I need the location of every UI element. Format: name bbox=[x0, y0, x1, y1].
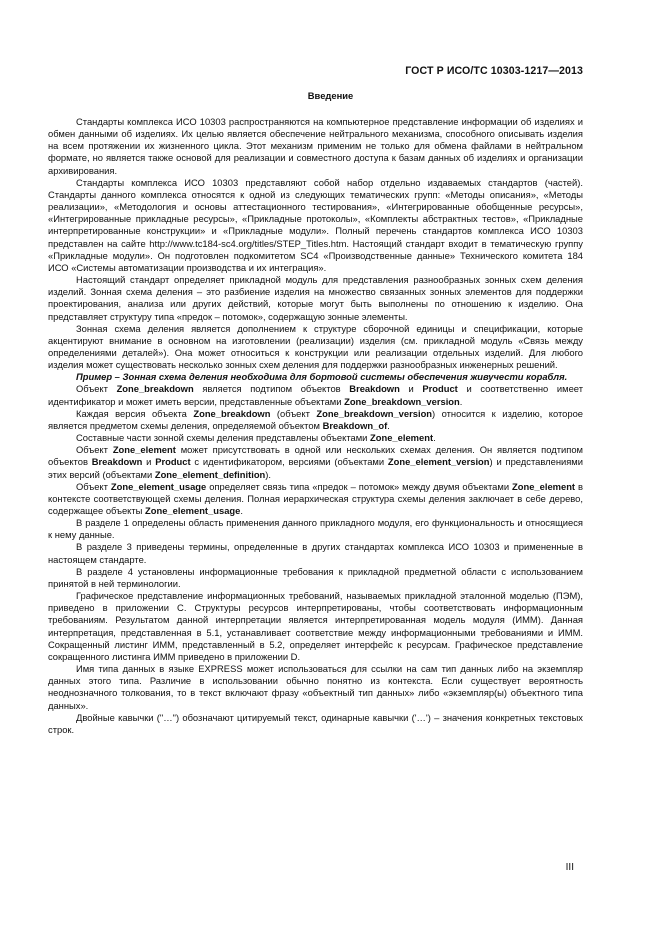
paragraph-2: Стандарты комплекса ИСО 10303 представляют собой набор отдельно издаваемых стандартов (частей). Стандарты данного комплекса относятся к одной из следующих тематических групп: «Методы описания», «Методы реализации», «Методология и основы аттестационного тестирования», «Интегрированные обобщенные ресурсы», «Интегрированные прикладные ресурсы», «Прикладные протоколы», «Комплекты абстрактных тестов», «Прикладные интерпретированные конструкции» и «Прикладные модули». Полный перечень стандартов комплекса ИСО 10303 представлен на сайте http://www.tc184-sc4.org/titles/STEP_Titles.htm. Настоящий стандарт входит в тематическую группу «Прикладные модули». Он подготовлен подкомитетом SC4 «Производственные данные» Технического комитета 184 ИСО «Системы автоматизации производства и их интеграция». bbox=[48, 176, 583, 273]
paragraph-quotes: Двойные кавычки ("…") обозначают цитируемый текст, одинарные кавычки ('…') – значения конкретных текстовых строк. bbox=[48, 711, 583, 735]
paragraph-section-4: В разделе 4 установлены информационные требования к прикладной предметной области с использованием принятой в ней терминологии. bbox=[48, 565, 583, 589]
paragraph-section-1: В разделе 1 определены область применения данного прикладного модуля, его функциональность и относящиеся к нему данные. bbox=[48, 517, 583, 541]
paragraph-4: Зонная схема деления является дополнением к структуре сборочной единицы и спецификации, которые акцентируют внимание в основном на изготовлении (реализации) изделия (см. прикладной модуль «Связь между определениями деталей»). Она может относиться к конструкции или реализации отдельных изделий. Для любого изделия может существовать несколько зонных схем деления для поддержки разнообразных инженерных решений. bbox=[48, 322, 583, 371]
paragraph-zone-breakdown: Объект Zone_breakdown является подтипом объектов Breakdown и Product и соответственно имеет идентификатор и может иметь версии, представленные объектами Zone_breakdown_version. bbox=[48, 383, 584, 407]
paragraph-section-3: В разделе 3 приведены термины, определенные в других стандартах комплекса ИСО 10303 и примененные в настоящем стандарте. bbox=[48, 541, 583, 565]
paragraph-zone-element-usage: Объект Zone_element_usage определяет связь типа «предок – потомок» между двумя объектами Zone_element в контексте соответствующей схемы деления. Полная иерархическая структура схемы деления заключает в себе дерево, содержащее объекты Zone_element_usage. bbox=[48, 480, 583, 516]
example-paragraph: Пример – Зонная схема деления необходима для бортовой системы обеспечения живучести корабля. bbox=[76, 371, 568, 383]
paragraph-3: Настоящий стандарт определяет прикладной модуль для представления разнообразных зонных схем деления изделий. Зонная схема деления – это разбиение изделия на множество связанных зонных элементов для поддержки проектирования, анализа или других действий, которые могут быть выполнены по отношению к изделию. Она представляет структуру типа «предок – потомок», содержащую зонные элементы. bbox=[48, 274, 583, 322]
paragraph-graphic-representation: Графическое представление информационных требований, называемых прикладной эталонной моделью (ПЭМ), приведено в приложении С. Структуры ресурсов интерпретированы, чтобы соответствовать информационным требованиям. Результатом данной интерпретации является интерпретированная модель модуля (ИММ). Данная интерпретация, представленная в 5.1, устанавливает соответствие между информационными требованиями и ИММ. Сокращенный листинг ИММ, представленный в 5.2, определяет интерфейс к ресурсам. Графическое представление сокращенного листинга ИММ приведено в приложении D. bbox=[48, 590, 583, 662]
section-title: Введение bbox=[307, 90, 354, 101]
paragraph-components: Составные части зонной схемы деления представлены объектами Zone_element. bbox=[76, 432, 436, 444]
paragraph-express-types: Имя типа данных в языке EXPRESS может использоваться для ссылки на сам тип данных либо на экземпляр данных этого типа. Различие в использовании обычно понятно из контекста. Если существует вероятность неоднозначного толкования, то в текст включают фразу «объектный тип данных» либо «экземпляр(ы) объектного типа данных». bbox=[48, 663, 583, 711]
paragraph-1: Стандарты комплекса ИСО 10303 распространяются на компьютерное представление информации об изделиях и обмен данными об изделиях. Их целью является обеспечение нейтрального механизма, способного описывать изделия на всем протяжении их жизненного цикла. Этот механизм применим не только для обмена файлами в нейтральном формате, но является также основой для реализации и совместного доступа к базам данных об изделиях и организации архивирования. bbox=[48, 116, 583, 176]
page-number: III bbox=[565, 862, 574, 873]
body-text bbox=[48, 116, 583, 736]
standard-designation: ГОСТ Р ИСО/ТС 10303-1217—2013 bbox=[405, 65, 583, 77]
paragraph-zone-element: Объект Zone_element может присутствовать в одной или нескольких схемах деления. Он является подтипом объектов Breakdown и Product с идентификатором, версиями (объектами Zone_element_version) и представлениями этих версий (объектами Zone_element_definition). bbox=[48, 444, 583, 480]
paragraph-zone-breakdown-version: Каждая версия объекта Zone_breakdown (объект Zone_breakdown_version) относится к изделию, которое является предметом схемы деления, определяемой объектом Breakdown_of. bbox=[48, 407, 583, 431]
